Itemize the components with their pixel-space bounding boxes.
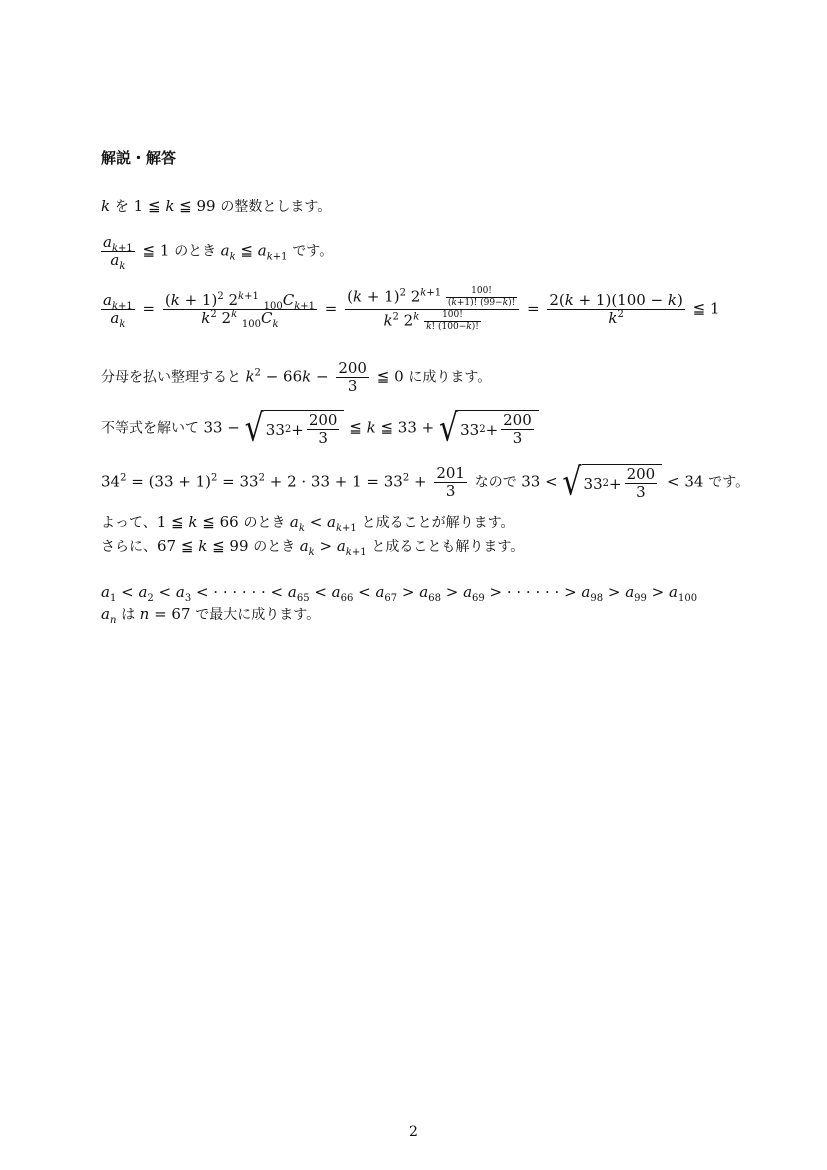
sequence-chain: $a_1 < a_2 < a_3$ < · · · · · · < $a_{65} < a_{66} < a_{67} > a_{68} > a_{69}$ > · · · · · · > $a_{98} > a_{99} > a_{100}$ xyxy=(101,583,698,604)
ratio-equation: $\frac{a_{k+1}}{a_k}$ = $\frac{(k + 1)^2 2^{k+1} _{100}C_{k+1}}{k^2 2^k _{100}C_k}$ = $(k + 1)^2$ $2^{k+1}$ $\frac{100!}{(k+1)! (99-k)!}$ $k^2$ 2$^k$ $\frac{100!}{k! (100-k)!}$ = $\frac{2(k + 1)(100 - k)}{k^2}$ ≦ 1 xyxy=(103,286,720,332)
decreasing-conclusion: さらに、67 ≦ k ≦ 99 のとき $a_k > a_{k+1}$ と成ることも解ります。 xyxy=(101,537,525,558)
quadratic-inequality: 分母を払い整理すると $k^2 - 66k$ − $\frac{200}{3}$ ≦ 0 に成ります。 xyxy=(101,359,492,395)
statement-k-range: k を 1 ≦ k ≦ 99 の整数とします。 xyxy=(101,197,332,215)
final-answer: $a_n$ は n = 67 で最大に成ります。 xyxy=(101,605,321,626)
inequality-solution: 不等式を解いて 33 − √ 33 2 + $\frac{200}{3}$ ≦ k ≦ 33 + √ 33 2 + $\frac{200}{3}$ xyxy=(101,410,539,447)
increasing-conclusion: よって、1 ≦ k ≦ 66 のとき $a_k < a_{k+1}$ と成ることが解ります。 xyxy=(101,513,515,534)
section-heading: 解説・解答 xyxy=(101,149,177,167)
ratio-condition: $\frac{a_{k+1}}{a_k}$ ≦ 1 のとき $a_k$ ≦ $a_{k+1}$ です。 xyxy=(103,233,334,272)
bound-estimate: $34^2 = (33 + 1)^2 = 33^2 + 2 \cdot 33 + 1 = 33^2$ + $\frac{201}{3}$ なので 33 < √ 33 2 + $\frac{200}{3}$ < 34 です。 xyxy=(101,460,750,504)
page-number: 2 xyxy=(409,1124,418,1140)
